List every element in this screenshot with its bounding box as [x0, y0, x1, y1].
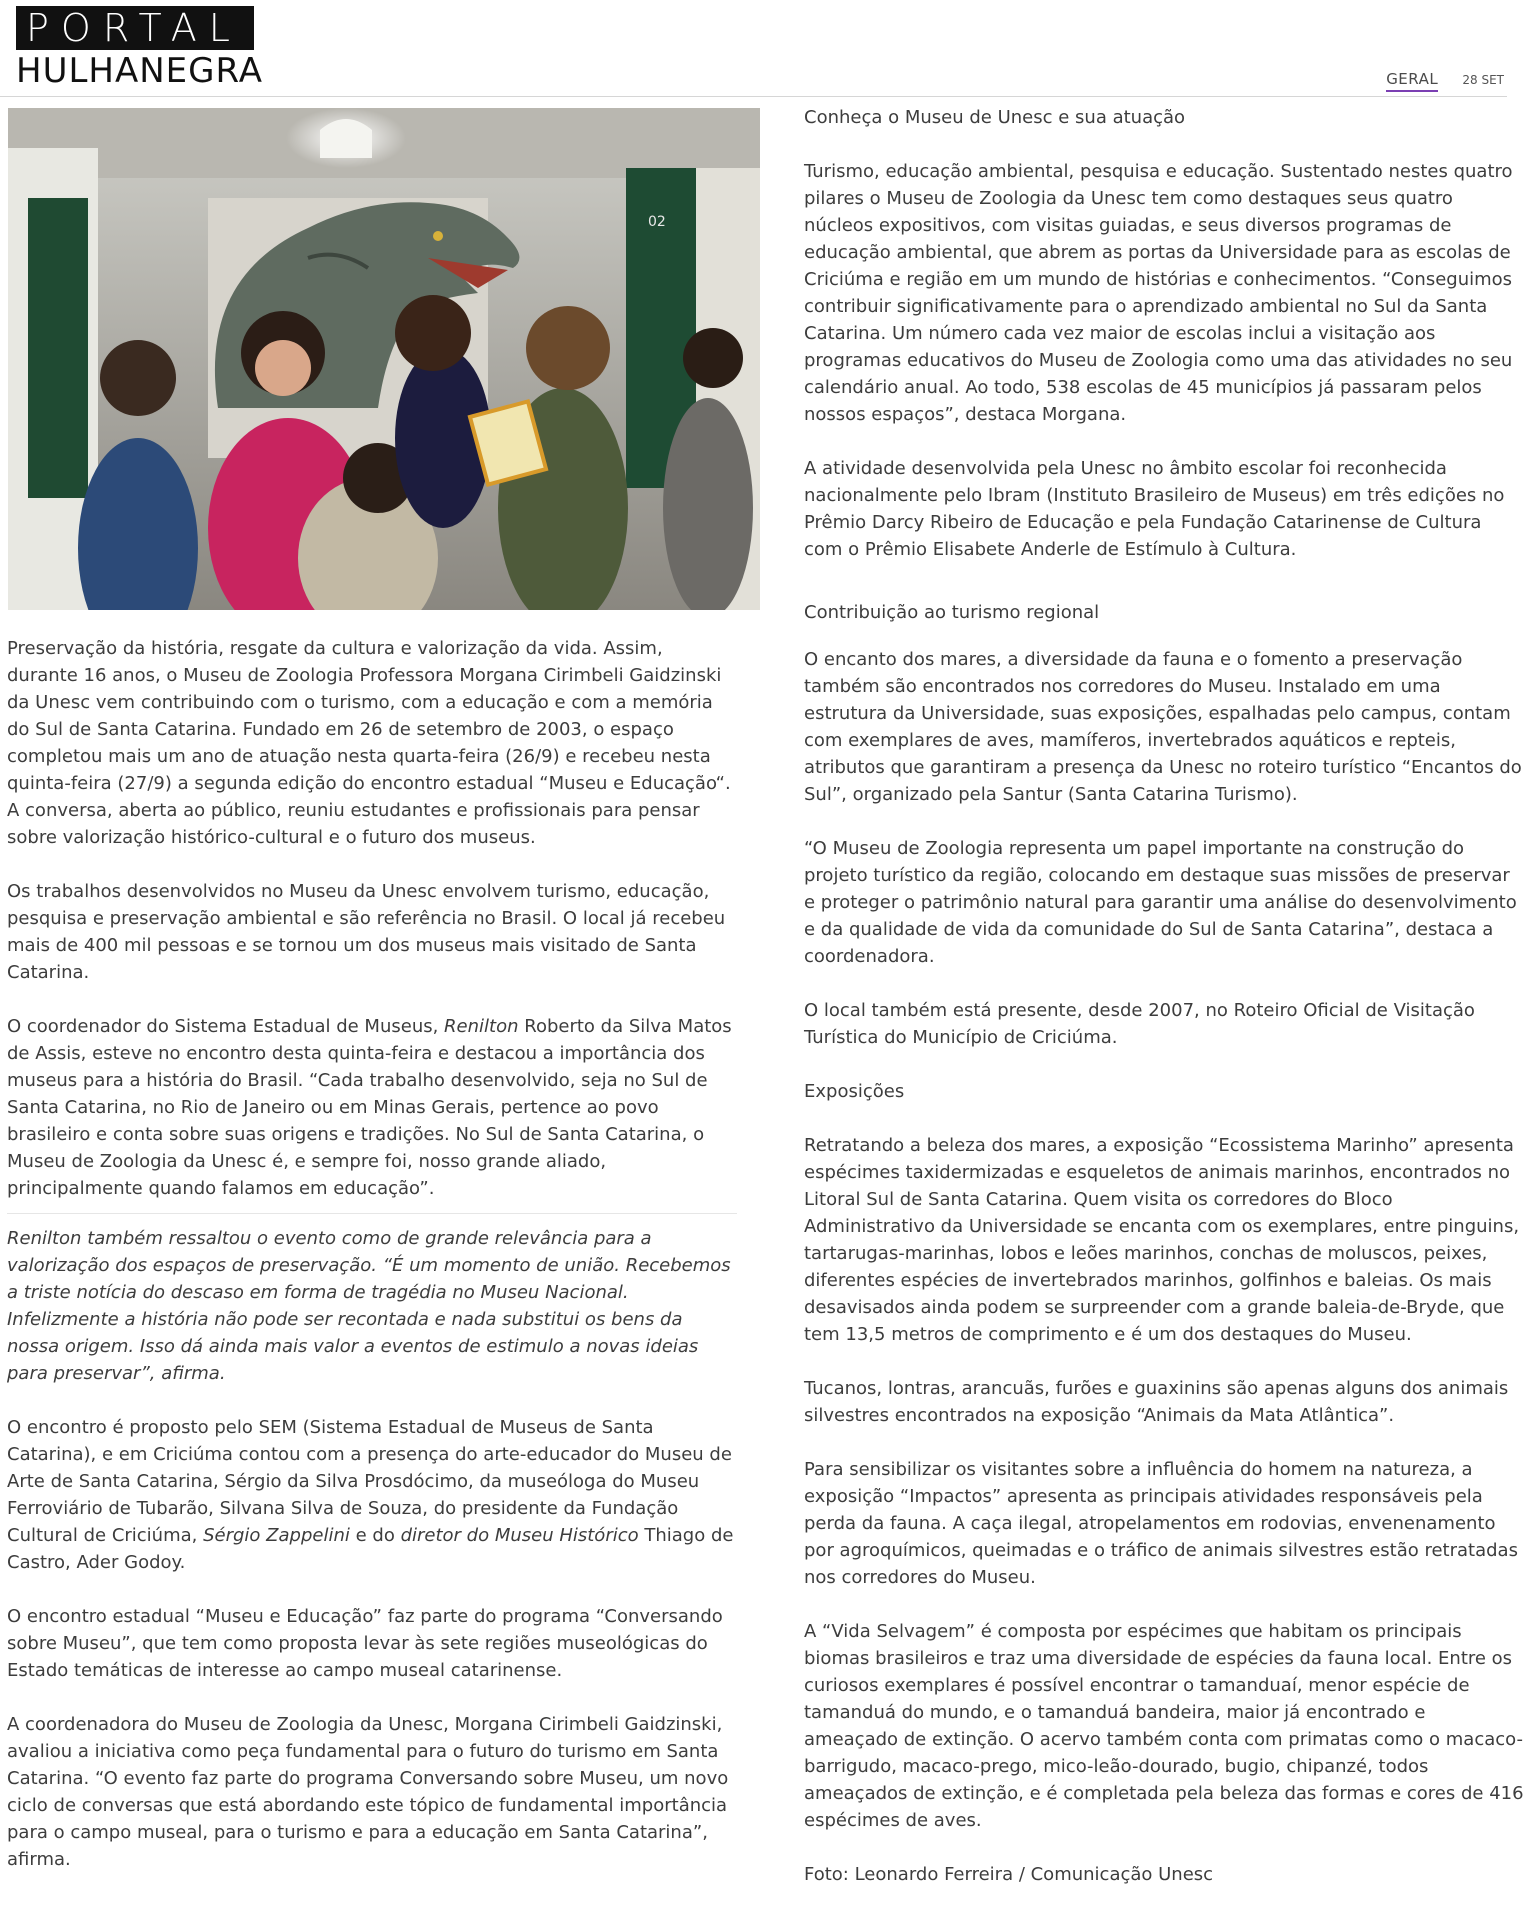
logo-portal-text: PORTAL [16, 6, 254, 50]
paragraph: “O Museu de Zoologia representa um papel importante na construção do projeto turístico da região, colocando em destaque suas missões de preservar e proteger o patrimônio natural para garantir uma análise do desenvolvimento e da qualidade de vida da comunidade do Sul de Santa Catarina”, destaca a coordenadora. [804, 838, 1517, 967]
paragraph: Turismo, educação ambiental, pesquisa e educação. Sustentado nestes quatro pilares o Museu de Zoologia da Unesc tem como destaques seus quatro núcleos expositivos, com visitas guiadas, e seus diversos programas de educação ambiental, que abrem as portas da Universidade para as escolas de Criciúma e região em um mundo de histórias e conhecimentos. “Conseguimos contribuir significativamente para o aprendizado ambiental no Sul da Santa Catarina. Um número cada vez maior de escolas inclui a visitação aos programas educativos do Museu de Zoologia como uma das atividades no seu calendário anual. Ao todo, 538 escolas de 45 municípios já passaram pelos nossos espaços”, destaca Morgana. [804, 161, 1513, 425]
photo-credit: Foto: Leonardo Ferreira / Comunicação Unesc [804, 1864, 1214, 1885]
paragraph: O encontro estadual “Museu e Educação” faz parte do programa “Conversando sobre Museu”, que tem como proposta levar às sete regiões museológicas do Estado temáticas de interesse ao campo museal catarinense. [7, 1606, 723, 1681]
paragraph: Os trabalhos desenvolvidos no Museu da Unesc envolvem turismo, educação, pesquisa e preservação ambiental e são referência no Brasil. O local já recebeu mais de 400 mil pessoas e se tornou um dos museus mais visitado de Santa Catarina. [7, 881, 726, 983]
article-body-left [7, 635, 737, 1900]
article-meta [1386, 70, 1504, 88]
logo-hulhanegra-text: HULHANEGRA [16, 51, 263, 91]
section-heading: Contribuição ao turismo regional [804, 602, 1100, 623]
paragraph [7, 1414, 737, 1576]
paragraph [7, 1013, 737, 1202]
paragraph: Tucanos, lontras, arancuãs, furões e guaxinins são apenas alguns dos animais silvestres encontrados na exposição “Animais da Mata Atlântica”. [804, 1378, 1509, 1426]
paragraph: A atividade desenvolvida pela Unesc no âmbito escolar foi reconhecida nacionalmente pelo Ibram (Instituto Brasileiro de Museus) em três edições no Prêmio Darcy Ribeiro de Educação e pela Fundação Catarinense de Cultura com o Prêmio Elisabete Anderle de Estímulo à Cultura. [804, 458, 1505, 560]
paragraph: O local também está presente, desde 2007, no Roteiro Oficial de Visitação Turística do Município de Criciúma. [804, 1000, 1475, 1048]
article-body-right [804, 104, 1524, 1915]
site-logo[interactable] [16, 6, 263, 90]
door-number: 02 [648, 214, 666, 230]
italic-name: Sérgio Zappelini [203, 1525, 350, 1546]
paragraph: A “Vida Selvagem” é composta por espécimes que habitam os principais biomas brasileiros e traz uma diversidade de espécies da fauna local. Entre os curiosos exemplares é possível encontrar o tamanduaí, menor espécie de tamanduá do mundo, e o tamanduá bandeira, maior já encontrado e ameaçado de extinção. O acervo também conta com primatas como o macaco-barrigudo, macaco-prego, mico-leão-dourado, bugio, chipanzé, todos ameaçados de extinção, e é completada pela beleza das formas e cores de 416 espécimes de aves. [804, 1621, 1524, 1831]
paragraph-divider [7, 1213, 737, 1214]
text-span: e do [349, 1525, 401, 1546]
text-span: O coordenador do Sistema Estadual de Museus, [7, 1016, 445, 1037]
publish-date: 28 SET [1462, 73, 1504, 87]
text-span: Thiago de Castro, Ader Godoy. [7, 1525, 734, 1573]
italic-title: diretor do Museu Histórico [400, 1525, 639, 1546]
text-span: Roberto da Silva Matos de Assis, esteve no encontro desta quinta-feira e destacou a importância dos museus para a história do Brasil. “Cada trabalho desenvolvido, seja no Sul de Santa Catarina, no Rio de Janeiro ou em Minas Gerais, pertence ao povo brasileiro e conta sobre suas origens e tradições. No Sul de Santa Catarina, o Museu de Zoologia da Unesc é, e sempre foi, nosso grande aliado, principalmente quando falamos em educação”. [7, 1016, 732, 1199]
paragraph: A coordenadora do Museu de Zoologia da Unesc, Morgana Cirimbeli Gaidzinski, avaliou a iniciativa como peça fundamental para o futuro do turismo em Santa Catarina. “O evento faz parte do programa Conversando sobre Museu, um novo ciclo de conversas que está abordando este tópico de fundamental importância para o campo museal, para o turismo e para a educação em Santa Catarina”, afirma. [7, 1714, 729, 1870]
paragraph: O encanto dos mares, a diversidade da fauna e o fomento a preservação também são encontrados nos corredores do Museu. Instalado em uma estrutura da Universidade, suas exposições, espalhadas pelo campus, contam com exemplares de aves, mamíferos, invertebrados aquáticos e repteis, atributos que garantiram a presença da Unesc no roteiro turístico “Encantos do Sul”, organizado pela Santur (Santa Catarina Turismo). [804, 649, 1522, 805]
header-divider [0, 96, 1507, 97]
section-heading: Conheça o Museu de Unesc e sua atuação [804, 107, 1186, 128]
category-link[interactable]: GERAL [1386, 70, 1438, 92]
article-photo [8, 108, 760, 610]
paragraph: Retratando a beleza dos mares, a exposição “Ecossistema Marinho” apresenta espécimes taxidermizadas e esqueletos de animais marinhos, encontrados no Litoral Sul de Santa Catarina. Quem visita os corredores do Bloco Administrativo da Universidade se encanta com os exemplares, entre pinguins, tartarugas-marinhas, lobos e leões marinhos, conchas de moluscos, peixes, diferentes espécies de invertebrados marinhos, golfinhos e baleias. Os mais desavisados ainda podem se surpreender com a grande baleia-de-Bryde, que tem 13,5 metros de comprimento e é um dos destaques do Museu. [804, 1135, 1520, 1345]
paragraph: Preservação da história, resgate da cultura e valorização da vida. Assim, durante 16 anos, o Museu de Zoologia Professora Morgana Cirimbeli Gaidzinski da Unesc vem contribuindo com o turismo, com a educação e com a memória do Sul de Santa Catarina. Fundado em 26 de setembro de 2003, o espaço completou mais um ano de atuação nesta quarta-feira (26/9) e recebeu nesta quinta-feira (27/9) a segunda edição do encontro estadual “Museu e Educação“. A conversa, aberta ao público, reuniu estudantes e profissionais para pensar sobre valorização histórico-cultural e o futuro dos museus. [7, 638, 731, 848]
italic-name: Renilton [444, 1016, 519, 1037]
text-span: O encontro é proposto pelo SEM (Sistema Estadual de Museus de Santa Catarina), e em Criciúma contou com a presença do arte-educador do Museu de Arte de Santa Catarina, Sérgio da Silva Prosdócimo, da museóloga do Museu Ferroviário de Tubarão, Silvana Silva de Souza, do presidente da Fundação Cultural de Criciúma, [7, 1417, 732, 1546]
paragraph: Para sensibilizar os visitantes sobre a influência do homem na natureza, a exposição “Impactos” apresenta as principais atividades responsáveis pela perda da fauna. A caça ilegal, atropelamentos em rodovias, envenenamento por agroquímicos, queimadas e o tráfico de animais silvestres estão retratadas nos corredores do Museu. [804, 1459, 1518, 1588]
museum-scene-illustration [8, 108, 760, 610]
section-heading: Exposições [804, 1081, 905, 1102]
italic-quote-paragraph: Renilton também ressaltou o evento como de grande relevância para a valorização dos espaços de preservação. “É um momento de união. Recebemos a triste notícia do descaso em forma de tragédia no Museu Nacional. Infelizmente a história não pode ser recontada e nada substitui os bens da nossa origem. Isso dá ainda mais valor a eventos de estimulo a novas ideias para preservar”, afirma. [7, 1228, 731, 1384]
